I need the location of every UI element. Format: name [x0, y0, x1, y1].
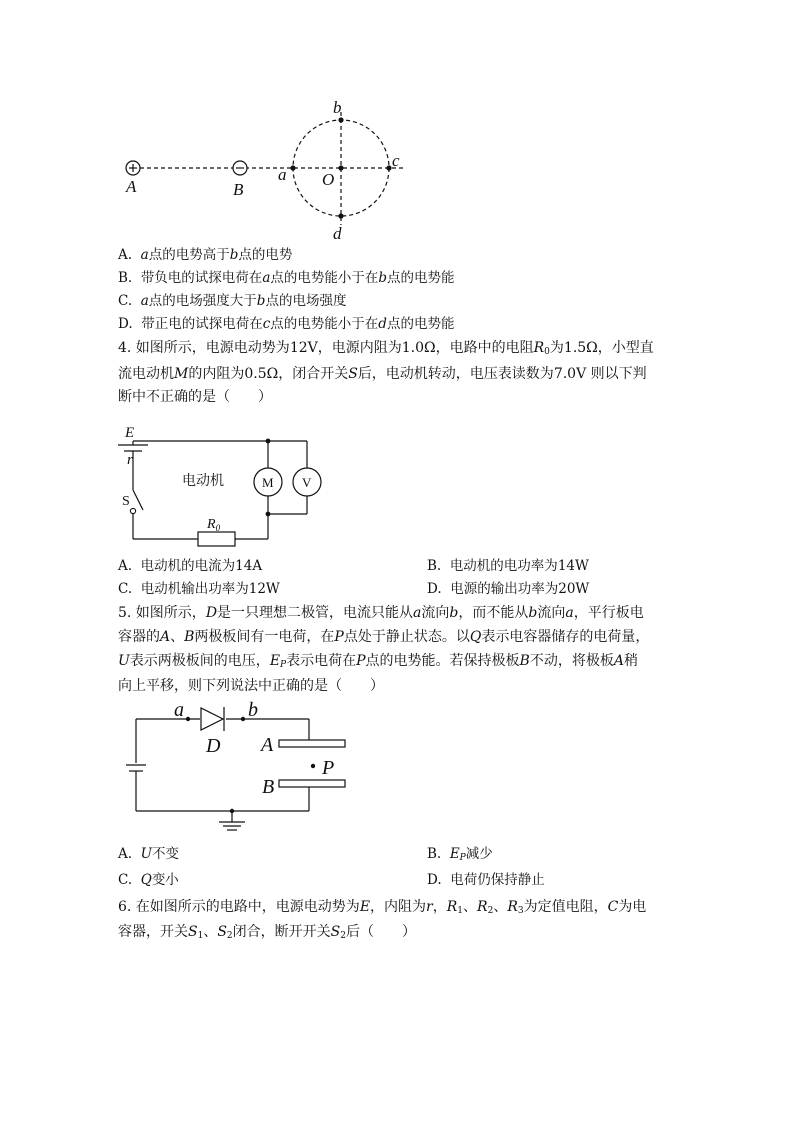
q3-option-d[interactable]: D. 带正电的试探电荷在c点的电势能小于在d点的电势能 [118, 316, 455, 332]
label-S: S [122, 494, 130, 509]
label-B: B [233, 180, 244, 199]
q5-stem-line-4: 向上平移，则下列说法中正确的是（ ） [118, 678, 384, 694]
q5-option-d[interactable]: D. 电荷仍保持静止 [427, 872, 545, 888]
q3-option-b[interactable]: B. 带负电的试探电荷在a点的电势能小于在b点的电势能 [118, 270, 455, 286]
label-b: b [248, 699, 258, 721]
point-P [311, 764, 315, 768]
q4-option-a[interactable]: A. 电动机的电流为14A [118, 558, 263, 574]
q5-option-c[interactable]: C. Q变小 [118, 872, 179, 888]
q4-stem-line-2: 流电动机M的内阻为0.5Ω，闭合开关S后，电动机转动，电压表读数为7.0V 则以下判 [118, 366, 647, 382]
q5-option-b[interactable]: B. $E_P$减少 [427, 846, 493, 863]
q5-stem-line-1: 5. 如图所示，D是一只理想二极管，电流只能从a流向b，而不能从b流向a，平行板电 [118, 605, 644, 621]
label-P: P [322, 757, 335, 779]
q4-stem-line-3: 断中不正确的是（ ） [118, 389, 272, 405]
q4-option-d[interactable]: D. 电源的输出功率为20W [427, 581, 590, 597]
q4-option-b[interactable]: B. 电动机的电功率为14W [427, 558, 589, 574]
q4-option-c[interactable]: C. 电动机输出功率为12W [118, 581, 280, 597]
label-b: b [333, 98, 342, 117]
label-motor: 电动机 [182, 473, 224, 489]
q3-option-c[interactable]: C. a点的电场强度大于b点的电场强度 [118, 293, 347, 309]
label-d: d [333, 224, 342, 243]
label-B: B [262, 776, 275, 798]
ground-node [230, 809, 234, 813]
motor-symbol: M [262, 475, 274, 490]
label-A: A [126, 177, 137, 196]
label-E: E [125, 425, 135, 441]
label-O: O [322, 170, 335, 189]
label-D: D [206, 735, 221, 757]
label-R0: $R_0$ [207, 517, 221, 533]
label-a: a [278, 165, 287, 184]
voltmeter-symbol: V [302, 475, 312, 490]
q6-stem-line-2: 容器，开关$S_1$、$S_2$闭合，断开开关$S_2$后（ ） [118, 924, 416, 941]
node-a [186, 717, 190, 721]
q3-option-a[interactable]: A. a点的电势高于b点的电势 [118, 247, 293, 263]
node-b [241, 717, 245, 721]
label-c: c [392, 151, 400, 170]
q5-stem-line-2: 容器的A、B两极板间有一电荷，在P点处于静止状态。以Q表示电容器储存的电荷量， [118, 629, 650, 645]
label-r: r [127, 452, 133, 468]
q5-option-a[interactable]: A. U不变 [118, 846, 180, 862]
label-A: A [261, 734, 274, 756]
label-a: a [174, 699, 184, 721]
q4-stem-line-1: 4. 如图所示，电源电动势为12V，电源内阻为1.0Ω，电路中的电阻$R_0$为1.5Ω，小型直 [118, 340, 654, 357]
q6-stem-line-1: 6. 在如图所示的电路中，电源电动势为E，内阻为r，$R_1$、$R_2$、$R_3$为定值电阻，C为电 [118, 899, 647, 916]
diode-symbol [201, 708, 223, 730]
q5-stem-line-3: U表示两极板间的电压，$E_P$表示电荷在P点的电势能。若保持极板B不动，将极板A稍 [118, 653, 638, 670]
